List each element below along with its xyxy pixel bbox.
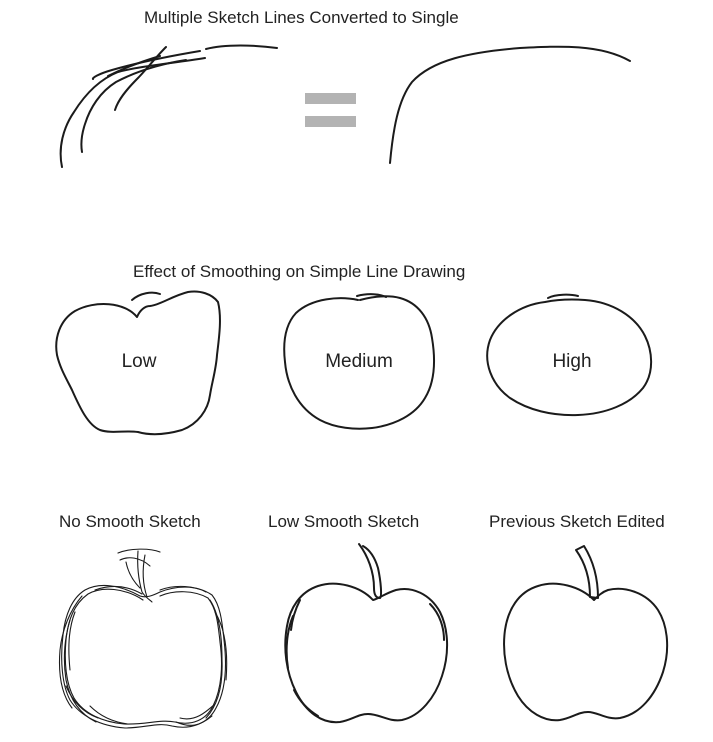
equals-bar-top	[305, 93, 356, 104]
apple-low-smooth-sketch	[285, 544, 447, 722]
section-title-multiple-lines: Multiple Sketch Lines Converted to Single	[144, 8, 459, 27]
panel-title-no-smooth: No Smooth Sketch	[59, 512, 201, 531]
apple-no-smooth-sketch	[60, 549, 227, 728]
single-converted-line	[390, 47, 630, 163]
label-medium: Medium	[325, 351, 393, 372]
label-high: High	[552, 351, 592, 372]
panel-title-edited: Previous Sketch Edited	[489, 512, 665, 531]
equals-bar-bottom	[305, 116, 356, 127]
section-title-smoothing: Effect of Smoothing on Simple Line Drawing	[133, 262, 466, 281]
equals-sign	[305, 93, 356, 127]
panel-title-low-smooth: Low Smooth Sketch	[268, 512, 420, 531]
multiple-sketch-lines	[61, 46, 277, 168]
label-low: Low	[121, 351, 157, 372]
apple-edited-sketch	[504, 546, 667, 720]
